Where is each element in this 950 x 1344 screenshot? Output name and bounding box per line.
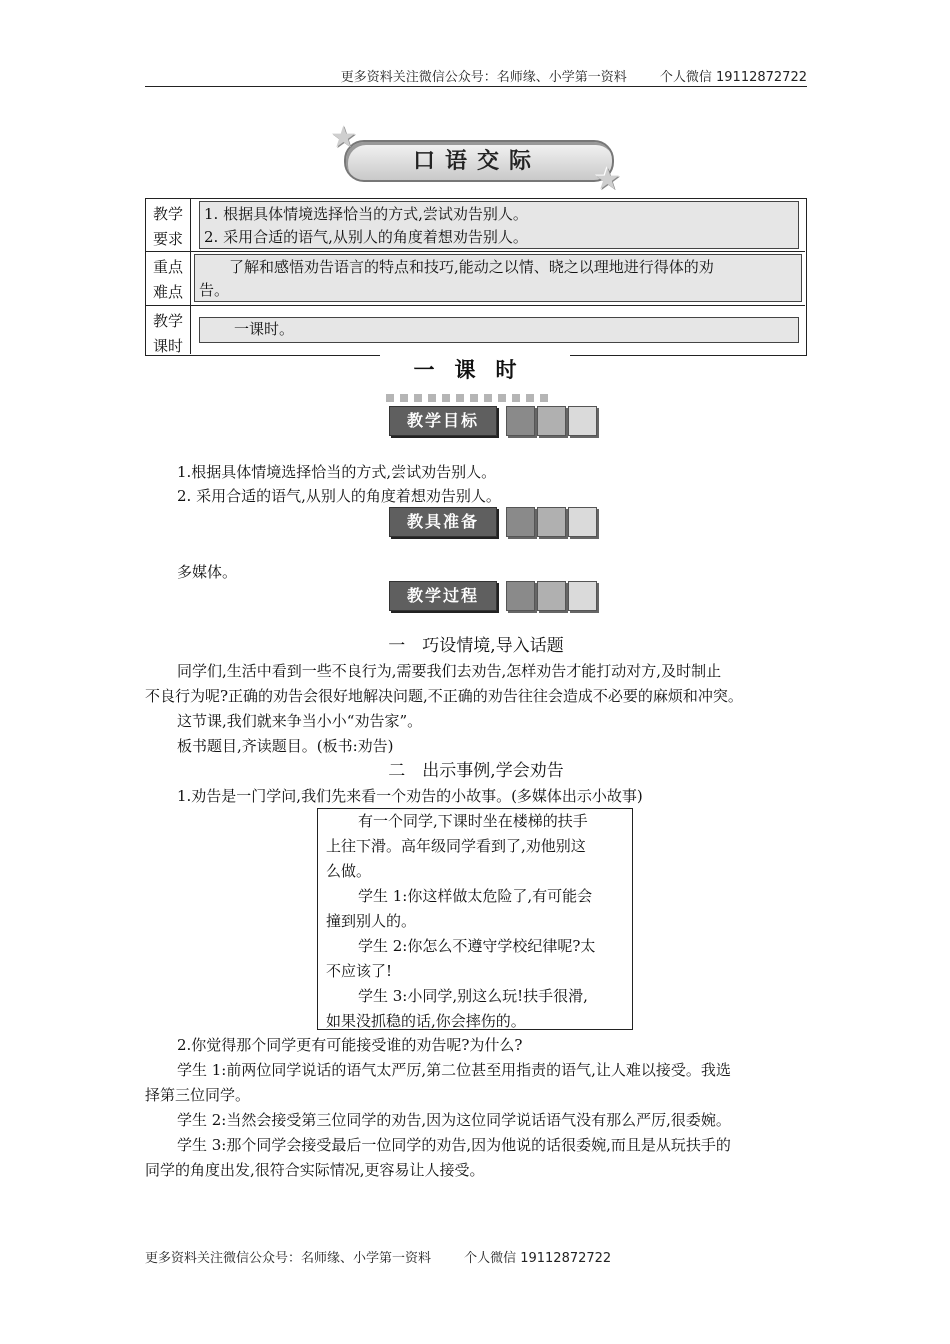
info-row-requirements bbox=[146, 199, 805, 252]
keypoint-line: 了解和感悟劝告语言的特点和技巧,能动之以情、晓之以理地进行得体的劝 bbox=[199, 258, 714, 276]
story-line: 如果没抓稳的话,你会摔伤的。 bbox=[326, 1012, 526, 1030]
tag-goals bbox=[389, 406, 601, 436]
dotted-divider bbox=[386, 387, 554, 406]
keypoint-line: 告。 bbox=[199, 281, 230, 299]
lesson-info-table bbox=[145, 198, 807, 356]
lesson-heading bbox=[380, 354, 570, 400]
answer-line: 学生 3:那个同学会接受最后一位同学的劝告,因为他说的话很委婉,而且是从玩扶手的 bbox=[177, 1136, 731, 1154]
story-line: 学生 3:小同学,别这么玩!扶手很滑, bbox=[358, 987, 588, 1005]
story-line: 上往下滑。高年级同学看到了,劝他别这 bbox=[326, 837, 586, 855]
story-line: 不应该了! bbox=[326, 962, 393, 980]
info-row-keypoints bbox=[146, 252, 805, 306]
star-icon: ★ bbox=[594, 162, 621, 197]
label-line: 教学 bbox=[152, 312, 183, 330]
part1-line: 这节课,我们就来争当小小“劝告家”。 bbox=[177, 712, 423, 730]
story-line: 么做。 bbox=[326, 862, 372, 880]
label-line: 重点 bbox=[152, 258, 183, 276]
story-line: 学生 2:你怎么不遵守学校纪律呢?太 bbox=[358, 937, 596, 955]
page-footer bbox=[145, 1247, 611, 1266]
hours-cell bbox=[199, 317, 799, 343]
tools-line: 多媒体。 bbox=[177, 563, 238, 581]
answer-line: 学生 1:前两位同学说话的语气太严厉,第二位甚至用指责的语气,让人难以接受。我选 bbox=[177, 1061, 731, 1079]
tag-tools bbox=[389, 507, 601, 537]
answer-line: 同学的角度出发,很符合实际情况,更容易让人接受。 bbox=[145, 1161, 485, 1179]
hours-line: 一课时。 bbox=[204, 320, 295, 338]
tag-process-label: 教学过程 bbox=[389, 581, 497, 611]
star-icon: ★ bbox=[330, 120, 357, 155]
part2-question: 2.你觉得那个同学更有可能接受谁的劝告呢?为什么? bbox=[177, 1036, 523, 1054]
goal-line: 2. 采用合适的语气,从别人的角度着想劝告别人。 bbox=[177, 487, 501, 505]
part2-intro: 1.劝告是一门学问,我们先来看一个劝告的小故事。(多媒体出示小故事) bbox=[177, 787, 643, 805]
label-line: 难点 bbox=[152, 283, 183, 301]
tag-process bbox=[389, 581, 601, 611]
goal-line: 1.根据具体情境选择恰当的方式,尝试劝告别人。 bbox=[177, 463, 497, 481]
footer-left-text: 更多资料关注微信公众号：名师缘、小学第一资料 bbox=[145, 1251, 432, 1266]
row-label bbox=[146, 199, 191, 251]
tag-tools-label: 教具准备 bbox=[389, 507, 497, 537]
footer-right-text: 个人微信 19112872722 bbox=[464, 1251, 612, 1266]
part1-heading: 一 巧设情境,导入话题 bbox=[388, 636, 564, 656]
keypoints-cell bbox=[194, 254, 802, 302]
lesson-heading-text: 一课时 bbox=[380, 354, 570, 384]
header-rule bbox=[145, 86, 807, 87]
banner-title: 口语交际 bbox=[412, 149, 541, 174]
part1-line: 同学们,生活中看到一些不良行为,需要我们去劝告,怎样劝告才能打动对方,及时制止 bbox=[177, 662, 722, 680]
row-label bbox=[146, 252, 191, 305]
row-label bbox=[146, 306, 191, 354]
part1-line: 不良行为呢?正确的劝告会很好地解决问题,不正确的劝告往往会造成不必要的麻烦和冲突。 bbox=[145, 687, 743, 705]
requirement-line: 2. 采用合适的语气,从别人的角度着想劝告别人。 bbox=[204, 228, 528, 246]
header-left-text: 更多资料关注微信公众号：名师缘、小学第一资料 bbox=[340, 70, 627, 85]
info-row-hours bbox=[146, 306, 805, 354]
requirement-line: 1. 根据具体情境选择恰当的方式,尝试劝告别人。 bbox=[204, 205, 528, 223]
tag-goals-label: 教学目标 bbox=[389, 406, 497, 436]
story-line: 撞到别人的。 bbox=[326, 912, 417, 930]
part1-line: 板书题目,齐读题目。(板书:劝告) bbox=[177, 737, 394, 755]
header-right-text: 个人微信 19112872722 bbox=[659, 70, 807, 85]
requirements-cell bbox=[199, 201, 799, 249]
answer-line: 择第三位同学。 bbox=[145, 1086, 251, 1104]
label-line: 要求 bbox=[152, 230, 183, 248]
title-banner bbox=[330, 120, 622, 197]
story-line: 学生 1:你这样做太危险了,有可能会 bbox=[358, 887, 593, 905]
part2-heading: 二 出示事例,学会劝告 bbox=[388, 761, 564, 781]
label-line: 教学 bbox=[152, 205, 183, 223]
label-line: 课时 bbox=[152, 337, 183, 355]
story-box bbox=[317, 808, 633, 1030]
answer-line: 学生 2:当然会接受第三位同学的劝告,因为这位同学说话语气没有那么严厉,很委婉。 bbox=[177, 1111, 731, 1129]
story-line: 有一个同学,下课时坐在楼梯的扶手 bbox=[358, 812, 588, 830]
